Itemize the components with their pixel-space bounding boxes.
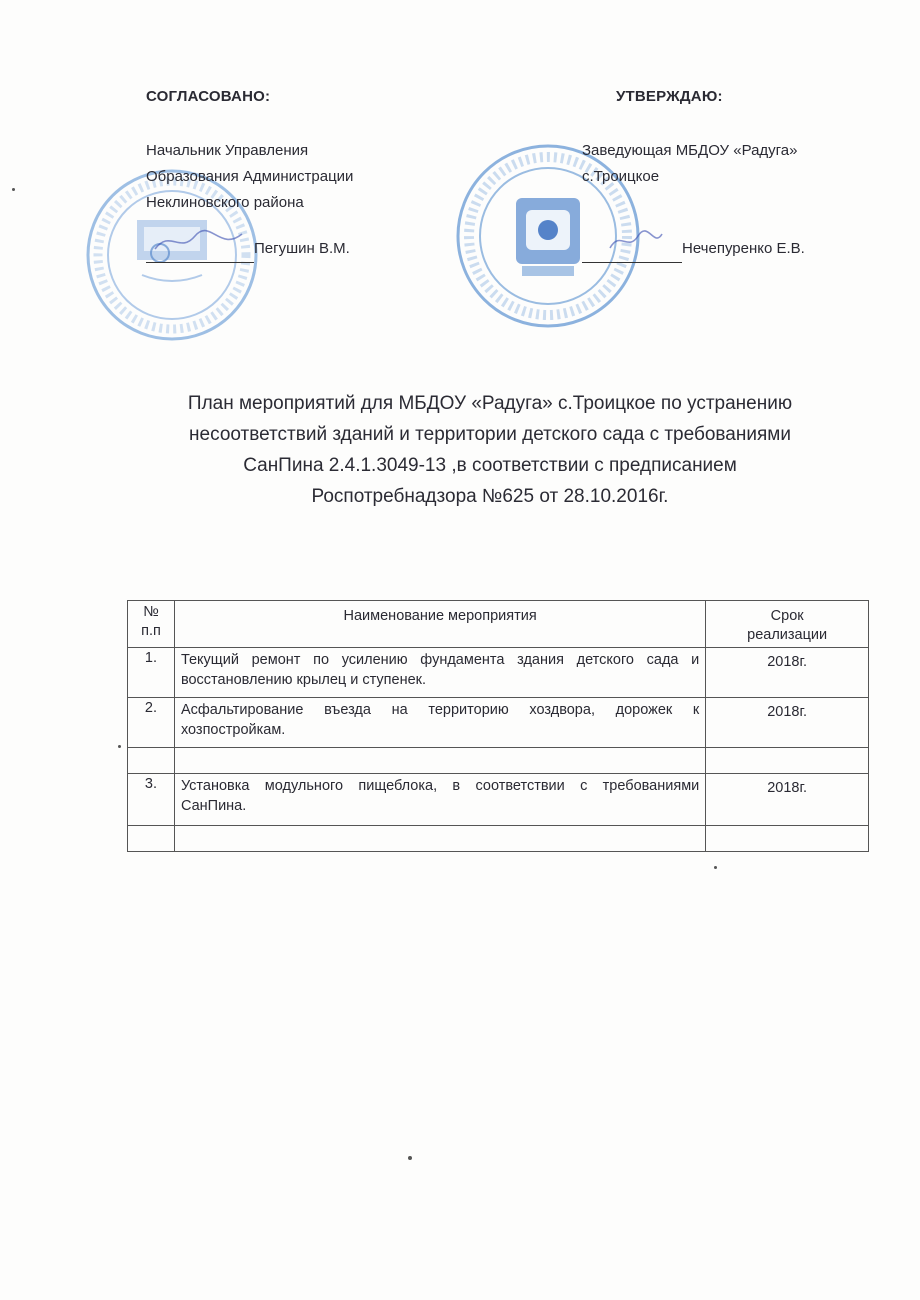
title-line-4: Роспотребнадзора №625 от 28.10.2016г. bbox=[311, 486, 669, 507]
row-name bbox=[174, 826, 705, 852]
approval-left-line3: Неклиновского района bbox=[146, 194, 304, 211]
row-name: Текущий ремонт по усилению фундамента здания детского сада и восстановлению крылец и ступенек. bbox=[174, 648, 705, 698]
approval-left-heading: СОГЛАСОВАНО: bbox=[146, 88, 271, 105]
plan-table bbox=[127, 600, 869, 852]
row-name: Асфальтирование въезда на территорию хоздвора, дорожек к хозпостройкам. bbox=[174, 698, 705, 748]
row-num bbox=[128, 826, 175, 852]
row-name: Установка модульного пищеблока, в соответствии с требованиями СанПина. bbox=[174, 774, 705, 826]
row-num bbox=[128, 748, 175, 774]
approval-left-line1: Начальник Управления bbox=[146, 142, 309, 159]
row-term bbox=[706, 748, 869, 774]
row-num: 3. bbox=[128, 774, 175, 826]
approval-left-block bbox=[146, 84, 446, 263]
table-row bbox=[128, 774, 869, 826]
header-term-line2: реализации bbox=[747, 627, 828, 643]
row-term: 2018г. bbox=[706, 648, 869, 698]
scan-speck bbox=[12, 188, 15, 191]
signature-right bbox=[606, 226, 666, 256]
scan-speck bbox=[714, 866, 717, 869]
header-num-line2: п.п bbox=[141, 623, 161, 639]
header-num bbox=[128, 601, 175, 648]
row-term: 2018г. bbox=[706, 774, 869, 826]
header-term bbox=[706, 601, 869, 648]
table-row bbox=[128, 698, 869, 748]
title-line-1: План мероприятий для МБДОУ «Радуга» с.Троицкое по устранению bbox=[187, 393, 793, 414]
approval-left-signer: Пегушин В.М. bbox=[254, 240, 350, 257]
header-name: Наименование мероприятия bbox=[174, 601, 705, 648]
row-term bbox=[706, 826, 869, 852]
row-name bbox=[174, 748, 705, 774]
table-row bbox=[128, 748, 869, 774]
row-num: 1. bbox=[128, 648, 175, 698]
approval-right-line1: Заведующая МБДОУ «Радуга» bbox=[582, 142, 798, 159]
scan-speck bbox=[118, 745, 121, 748]
header-term-line1: Срок bbox=[770, 608, 804, 624]
signature-left bbox=[150, 224, 250, 258]
scan-speck bbox=[408, 1156, 412, 1160]
table-row bbox=[128, 826, 869, 852]
approval-right-signer: Нечепуренко Е.В. bbox=[682, 240, 805, 257]
row-num: 2. bbox=[128, 698, 175, 748]
approval-right-block bbox=[582, 84, 882, 263]
approval-right-heading: УТВЕРЖДАЮ: bbox=[616, 88, 723, 105]
title-line-3: СанПина 2.4.1.3049-13 ,в соответствии с предписанием bbox=[243, 455, 737, 476]
title-line-2: несоответствий зданий и территории детского сада с требованиями bbox=[189, 424, 791, 445]
header-num-line1: № bbox=[143, 604, 159, 620]
approval-right-line2: с.Троицкое bbox=[582, 168, 660, 185]
table-row bbox=[128, 648, 869, 698]
row-term: 2018г. bbox=[706, 698, 869, 748]
approval-left-line2: Образования Администрации bbox=[146, 168, 354, 185]
table-header-row bbox=[128, 601, 869, 648]
document-title bbox=[120, 388, 860, 512]
